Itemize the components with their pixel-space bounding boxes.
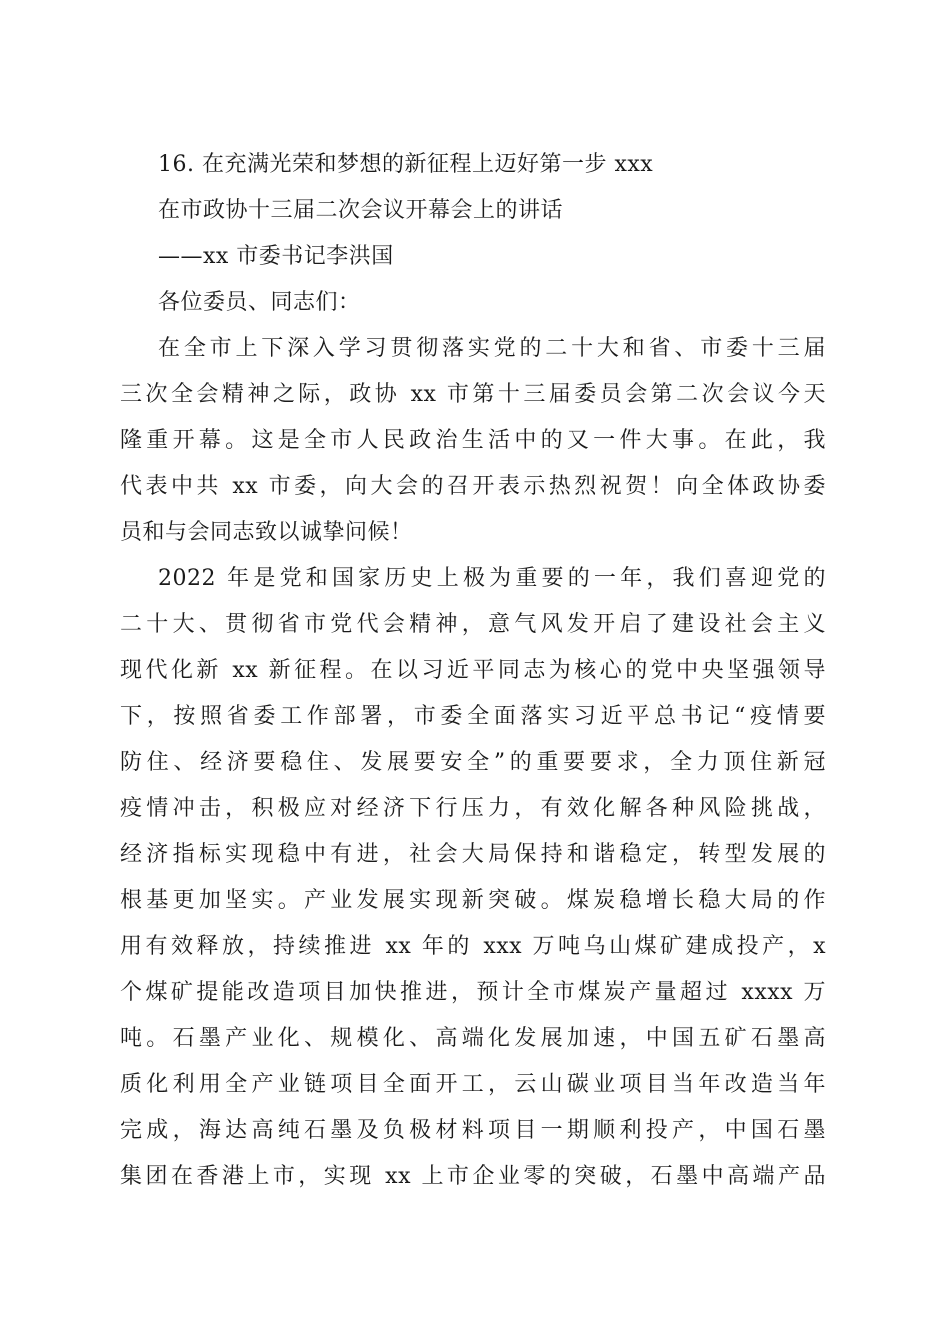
paragraph-line: 根基更加坚实。产业发展实现新突破。煤炭稳增长稳大局的作 [120, 888, 826, 913]
paragraph-line: 经济指标实现稳中有进，社会大局保持和谐稳定，转型发展的 [120, 842, 826, 867]
paragraph-line: 用有效释放，持续推进 xx 年的 xxx 万吨乌山煤矿建成投产，x [120, 934, 826, 959]
paragraph-review-2022 [120, 556, 826, 1200]
paragraph-line: 二十大、贯彻省市党代会精神，意气风发开启了建设社会主义 [120, 612, 826, 637]
paragraph-line: 防住、经济要稳住、发展要安全”的重要要求，全力顶住新冠 [120, 750, 826, 775]
paragraph-line: 吨。石墨产业化、规模化、高端化发展加速，中国五矿石墨高 [120, 1026, 826, 1051]
paragraph-line: 代表中共 xx 市委，向大会的召开表示热烈祝贺！向全体政协委 [120, 474, 826, 499]
paragraph-line: 员和与会同志致以诚挚问候！ [120, 520, 413, 545]
paragraph-line: 现代化新 xx 新征程。在以习近平同志为核心的党中央坚强领导 [120, 658, 826, 683]
paragraph-opening [120, 326, 826, 556]
paragraph-line: 2022 年是党和国家历史上极为重要的一年，我们喜迎党的 [158, 566, 826, 591]
document-body [120, 142, 826, 1200]
speech-title: 16. 在充满光荣和梦想的新征程上迈好第一步 xxx [158, 152, 654, 177]
speech-subtitle: 在市政协十三届二次会议开幕会上的讲话 [158, 198, 564, 223]
paragraph-line: 隆重开幕。这是全市人民政治生活中的又一件大事。在此，我 [120, 428, 826, 453]
paragraph-line: 集团在香港上市，实现 xx 上市企业零的突破，石墨中高端产品 [120, 1164, 826, 1189]
paragraph-line: 疫情冲击，积极应对经济下行压力，有效化解各种风险挑战， [120, 796, 826, 821]
paragraph-line: 三次全会精神之际，政协 xx 市第十三届委员会第二次会议今天 [120, 382, 826, 407]
salutation: 各位委员、同志们： [158, 290, 361, 315]
paragraph-line: 完成，海达高纯石墨及负极材料项目一期顺利投产，中国石墨 [120, 1118, 826, 1143]
paragraph-line: 质化利用全产业链项目全面开工，云山碳业项目当年改造当年 [120, 1072, 826, 1097]
paragraph-line: 下，按照省委工作部署，市委全面落实习近平总书记“疫情要 [120, 704, 826, 729]
speaker-attribution: ——xx 市委书记李洪国 [158, 244, 394, 269]
paragraph-line: 在全市上下深入学习贯彻落实党的二十大和省、市委十三届 [158, 336, 826, 361]
paragraph-line: 个煤矿提能改造项目加快推进，预计全市煤炭产量超过 xxxx 万 [120, 980, 826, 1005]
